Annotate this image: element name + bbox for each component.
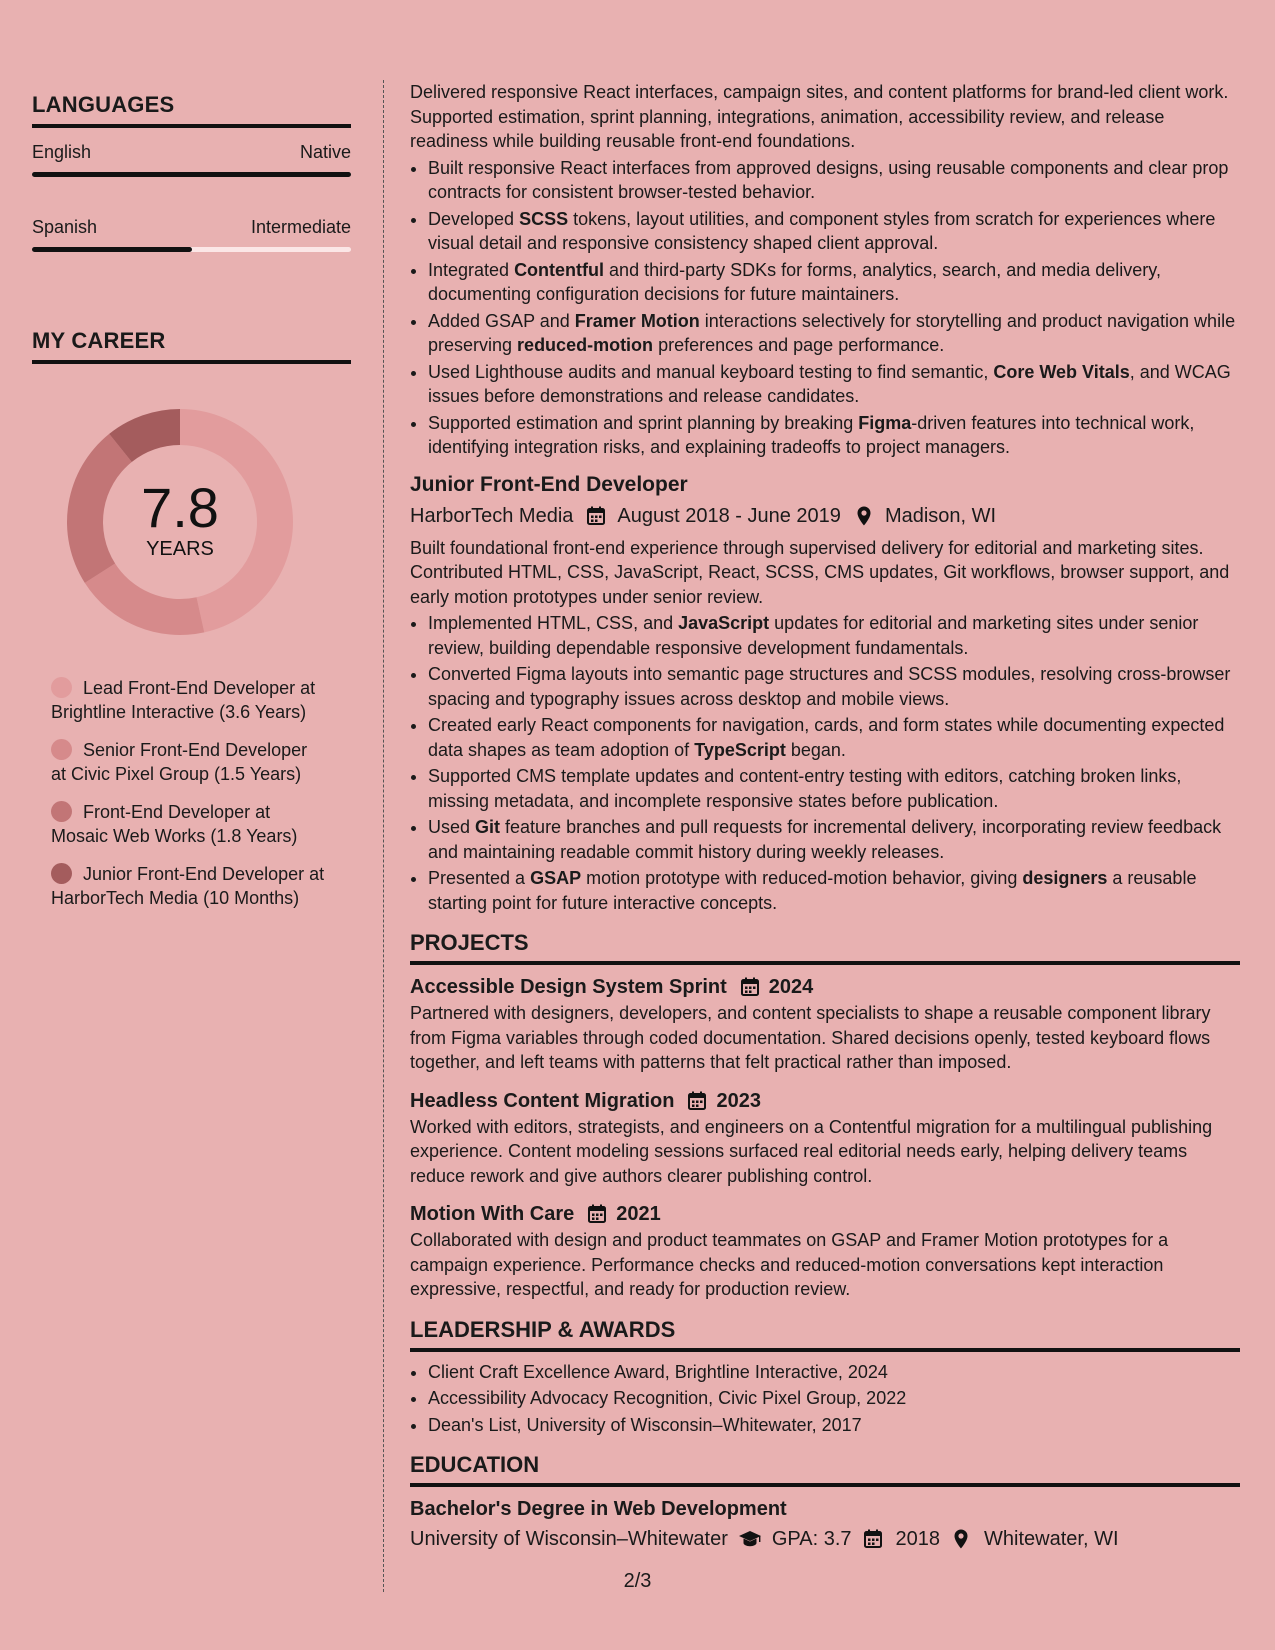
project-year: 2023 (716, 1089, 761, 1112)
legend-swatch (51, 739, 72, 760)
award-item: • Client Craft Excellence Award, Brightline Interactive, 2024 (428, 1360, 1240, 1385)
job-dates: August 2018 - June 2019 (617, 504, 841, 527)
legend-item (51, 676, 326, 724)
career-title: MY CAREER (32, 328, 351, 364)
legend-label: Senior Front-End Developer at Civic Pixel Group (1.5 Years) (51, 740, 308, 784)
bullet-item: • Supported CMS template updates and content-entry testing with editors, catching broken links, missing metadata, and incomplete responsive states before publication. (428, 764, 1240, 813)
languages-title: LANGUAGES (32, 92, 351, 128)
bullet-item: • Used Git feature branches and pull requests for incremental delivery, incorporating review feedback and maintaining readable commit history during weekly releases. (428, 815, 1240, 864)
awards-list (410, 1360, 1240, 1438)
legend-swatch (51, 863, 72, 884)
column-divider (383, 80, 384, 1592)
legend-label: Front-End Developer at Mosaic Web Works (1.8 Years) (51, 802, 298, 846)
job-title: Junior Front-End Developer (410, 472, 688, 496)
bullet-item: • Added GSAP and Framer Motion interactions selectively for storytelling and product navigation while preserving reduced-motion preferences and page performance. (428, 309, 1240, 358)
job-meta (410, 502, 1240, 530)
education-gpa: GPA: 3.7 (771, 1528, 852, 1550)
language-bar-fill (32, 172, 351, 177)
education-year: 2018 (895, 1528, 941, 1550)
project-description: Partnered with designers, developers, and content specialists to shape a reusable component library from Figma variables through coded documentation. Shared decisions openly, tested keyboard flows together, and left teams with patterns that felt practical rather than imposed. (410, 1003, 1211, 1072)
legend-swatch (51, 801, 72, 822)
project-item (410, 1087, 1240, 1189)
job-bullets (410, 156, 1240, 460)
bullet-item: • Built responsive React interfaces from approved designs, using reusable components and clear prop contracts for consistent browser-tested behavior. (428, 156, 1240, 205)
calendar-icon (862, 1528, 886, 1550)
job-bullets (410, 611, 1240, 915)
language-item (32, 217, 351, 252)
map-pin-icon (950, 1528, 974, 1550)
project-name: Accessible Design System Sprint (410, 976, 727, 998)
bullet-item: • Integrated Contentful and third-party SDKs for forms, analytics, search, and media delivery, documenting configuration decisions for future maintainers. (428, 258, 1240, 307)
legend-label: Junior Front-End Developer at HarborTech Media (10 Months) (51, 864, 325, 908)
education-school: University of Wisconsin–Whitewater (410, 1528, 728, 1550)
legend-item (51, 800, 326, 848)
left-column (32, 92, 351, 924)
bullet-item: • Created early React components for navigation, cards, and form states while documenting expected data shapes as team adoption of TypeScript began. (428, 713, 1240, 762)
project-year: 2021 (616, 1203, 661, 1225)
project-name: Headless Content Migration (410, 1089, 675, 1112)
bullet-item: • Used Lighthouse audits and manual keyboard testing to find semantic, Core Web Vitals, and WCAG issues before demonstrations and release candidates. (428, 360, 1240, 409)
right-column (410, 80, 1240, 1553)
projects-title: PROJECTS (410, 929, 1240, 965)
job-location: Madison, WI (884, 504, 997, 527)
language-level: Intermediate (250, 217, 351, 237)
career-total-unit: YEARS (146, 538, 214, 560)
bullet-item: • Converted Figma layouts into semantic page structures and SCSS modules, resolving cross-browser spacing and typography issues across desktop and mobile views. (428, 662, 1240, 711)
calendar-icon (686, 1090, 708, 1112)
award-item: • Dean's List, University of Wisconsin–Whitewater, 2017 (428, 1413, 1240, 1438)
education-title: EDUCATION (410, 1451, 1240, 1487)
map-pin-icon (853, 505, 875, 527)
language-name: English (32, 142, 92, 162)
calendar-icon (586, 1203, 608, 1225)
bullet-item: • Implemented HTML, CSS, and JavaScript updates for editorial and marketing sites under senior review, building dependable responsive development fundamentals. (428, 611, 1240, 660)
language-level: Native (299, 142, 351, 162)
career-donut-chart (60, 402, 300, 642)
language-bar-fill (32, 247, 192, 252)
page-number: 2/3 (623, 1570, 652, 1592)
language-name: Spanish (32, 217, 98, 237)
award-item: • Accessibility Advocacy Recognition, Civic Pixel Group, 2022 (428, 1386, 1240, 1411)
job-company: HarborTech Media (410, 504, 574, 527)
career-total-value: 7.8 (141, 476, 219, 539)
project-description: Collaborated with design and product teammates on GSAP and Framer Motion prototypes for a campaign experience. Performance checks and reduced-motion conversations kept interaction expressive, respectful, and ready for production review. (410, 1230, 1169, 1299)
legend-item (51, 738, 326, 786)
project-description: Worked with editors, strategists, and engineers on a Contentful migration for a multilingual publishing experience. Content modeling sessions surfaced real editorial needs early, helping delivery teams reduce rework and give authors clearer publishing control. (410, 1116, 1213, 1186)
project-year: 2024 (768, 976, 814, 998)
project-item (410, 973, 1240, 1075)
legend-item (51, 862, 326, 910)
legend-label: Lead Front-End Developer at Brightline Interactive (3.6 Years) (51, 678, 316, 722)
job-summary: Delivered responsive React interfaces, campaign sites, and content platforms for brand-led client work. Supported estimation, sprint planning, integrations, animation, accessibility review, and release readiness while building reusable front-end foundations. (410, 82, 1229, 151)
education-meta (410, 1525, 1240, 1553)
graduation-cap-icon (738, 1528, 762, 1550)
legend-swatch (51, 677, 72, 698)
bullet-item: • Developed SCSS tokens, layout utilities, and component styles from scratch for experiences where visual detail and responsive consistency shaped client approval. (428, 207, 1240, 256)
language-bar (32, 247, 351, 252)
languages-list (32, 142, 351, 252)
career-legend (51, 676, 326, 910)
project-item (410, 1200, 1240, 1302)
education-location: Whitewater, WI (984, 1528, 1119, 1550)
calendar-icon (739, 976, 761, 998)
education-degree: Bachelor's Degree in Web Development (410, 1498, 787, 1520)
awards-title: LEADERSHIP & AWARDS (410, 1316, 1240, 1352)
job-summary: Built foundational front-end experience through supervised delivery for editorial and marketing sites. Contributed HTML, CSS, JavaScript, React, SCSS, CMS updates, Git workflows, browser support, and early motion prototypes under senior review. (410, 537, 1230, 607)
bullet-item: • Presented a GSAP motion prototype with reduced-motion behavior, giving designers a reusable starting point for future interactive concepts. (428, 866, 1240, 915)
donut-center (60, 402, 300, 642)
language-bar (32, 172, 351, 177)
bullet-item: • Supported estimation and sprint planning by breaking Figma-driven features into technical work, identifying integration risks, and explaining tradeoffs to project managers. (428, 411, 1240, 460)
project-name: Motion With Care (410, 1203, 575, 1225)
calendar-icon (585, 505, 607, 527)
language-item (32, 142, 351, 177)
